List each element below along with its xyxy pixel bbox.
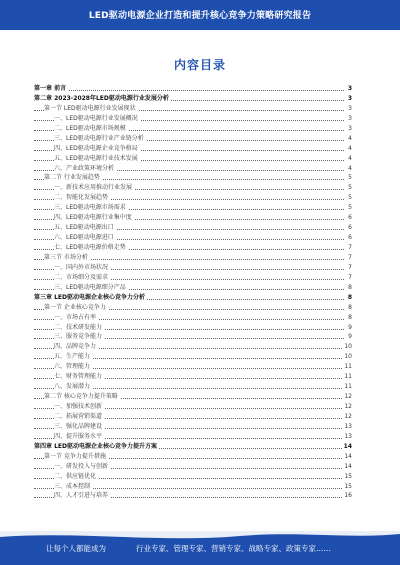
toc-entry-label: 第二章 2023-2028年LED驱动电源行业发展分析 xyxy=(34,94,169,102)
toc-entry[interactable] xyxy=(34,422,352,432)
toc-entry-label: 一、LED驱动电源行业发展概况 xyxy=(54,114,138,122)
toc-entry-page: 15 xyxy=(344,472,352,480)
toc-entry-page: 7 xyxy=(348,244,352,251)
toc-entry-label: 四、LED驱动电源行业集中度 xyxy=(54,214,132,222)
toc-entry-page: 3 xyxy=(348,114,352,122)
toc-entry-page: 5 xyxy=(348,174,352,182)
toc-entry-label: 三、成本控制 xyxy=(54,482,91,490)
toc-entry-label: 二、供应链优化 xyxy=(54,472,97,480)
toc-title: 内容目录 xyxy=(173,58,226,72)
toc-entry-page: 10 xyxy=(344,353,352,361)
toc-entry-page: 5 xyxy=(348,204,352,212)
toc-entry-page: 4 xyxy=(348,154,352,162)
toc-entry-label: 二、技术研发能力 xyxy=(54,323,103,331)
toc-entry[interactable] xyxy=(34,104,352,114)
footer-slogan: 让每个人都能成为 xyxy=(46,544,106,553)
toc-entry[interactable] xyxy=(34,283,352,293)
toc-entry-label: 三、LED驱动电源行业产业链分析 xyxy=(54,134,144,142)
toc-entry[interactable] xyxy=(34,313,352,323)
toc-entry-label: 七、财务管理能力 xyxy=(54,373,103,381)
toc-entry-page: 10 xyxy=(344,343,352,351)
toc-entry-label: 四、人才引进与培养 xyxy=(54,492,109,500)
toc-entry-page: 3 xyxy=(348,104,352,112)
toc-entry-page: 13 xyxy=(344,432,352,440)
toc-entry[interactable] xyxy=(34,134,352,144)
toc-entry-page: 15 xyxy=(344,482,352,490)
toc-entry-label: 第一节 企业核心竞争力 xyxy=(44,303,106,311)
toc-entry[interactable] xyxy=(34,382,352,392)
toc-entry[interactable] xyxy=(34,332,352,342)
toc-entry-label: 第一节 LED驱动电源行业发展现状 xyxy=(44,104,136,112)
toc-entry-page: 12 xyxy=(344,393,352,401)
toc-entry[interactable] xyxy=(34,462,352,472)
toc-entry-page: 8 xyxy=(348,283,352,291)
toc-entry-page: 9 xyxy=(348,333,352,341)
toc-entry[interactable] xyxy=(34,223,352,233)
toc-entry[interactable] xyxy=(34,183,352,193)
toc-entry[interactable] xyxy=(34,84,352,94)
toc-entry-page: 8 xyxy=(347,293,352,301)
toc-entry[interactable] xyxy=(34,173,352,183)
toc-entry-page: 4 xyxy=(348,134,352,142)
toc-entry-page: 11 xyxy=(344,373,352,381)
toc-entry[interactable] xyxy=(34,154,352,164)
toc-entry[interactable] xyxy=(34,303,352,313)
toc-entry-page: 14 xyxy=(344,462,352,470)
toc-entry[interactable] xyxy=(34,124,352,134)
toc-entry[interactable] xyxy=(34,352,352,362)
toc-entry-label: 三、服务竞争能力 xyxy=(54,333,103,341)
toc-entry[interactable] xyxy=(34,273,352,283)
toc-entry[interactable] xyxy=(34,114,352,124)
toc-entry-page: 11 xyxy=(344,363,352,371)
toc-entry-label: 三、LED驱动电源市场需求 xyxy=(54,204,126,212)
toc-entry[interactable] xyxy=(34,203,352,213)
toc-entry-page: 6 xyxy=(348,224,352,232)
toc-entry-label: 八、发展潜力 xyxy=(54,383,91,391)
toc-entry-page: 12 xyxy=(344,412,352,420)
toc-entry[interactable] xyxy=(34,491,352,501)
toc-entry-label: 第一章 前言 xyxy=(34,85,67,92)
toc-entry[interactable] xyxy=(34,442,352,452)
toc-entry[interactable] xyxy=(34,253,352,263)
toc-entry-page: 13 xyxy=(344,422,352,430)
report-header xyxy=(0,0,400,30)
toc-entry[interactable] xyxy=(34,263,352,273)
toc-entry[interactable] xyxy=(34,233,352,243)
toc-entry-page: 3 xyxy=(348,124,352,132)
toc-entry-page: 3 xyxy=(347,94,352,102)
toc-entry-label: 一、研发投入与创新 xyxy=(54,462,109,470)
toc-entry[interactable] xyxy=(34,213,352,223)
toc-entry-label: 三、强化品牌建设 xyxy=(54,422,103,430)
toc-entry-label: 第一节 竞争力提升措施 xyxy=(44,452,106,460)
toc-entry-page: 5 xyxy=(348,194,352,202)
toc-entry[interactable] xyxy=(34,164,352,174)
toc-entry-page: 3 xyxy=(347,85,352,92)
toc-entry-label: 六、管理能力 xyxy=(54,363,91,371)
toc-entry-label: 五、LED驱动电源出口 xyxy=(54,224,114,232)
toc-entry-page: 8 xyxy=(348,303,352,311)
toc-entry-page: 12 xyxy=(344,403,352,410)
toc-entry-label: 第二节 核心竞争力提升策略 xyxy=(44,393,118,401)
toc-entry[interactable] xyxy=(34,452,352,462)
toc-entry-page: 6 xyxy=(348,234,352,242)
toc-entry[interactable] xyxy=(34,482,352,492)
toc-entry-page: 9 xyxy=(348,323,352,331)
toc-entry-page: 4 xyxy=(348,164,352,172)
toc-entry-label: 四、提升服务水平 xyxy=(54,432,103,440)
toc-entry[interactable] xyxy=(34,392,352,402)
toc-entry-label: 五、生产能力 xyxy=(54,353,91,361)
toc-entry-label: 六、LED驱动电源进口 xyxy=(54,234,114,242)
toc-entry[interactable] xyxy=(34,243,352,253)
toc-entry[interactable] xyxy=(34,472,352,482)
toc-entry-page: 7 xyxy=(348,253,352,261)
toc-entry-page: 6 xyxy=(348,214,352,222)
toc-entry[interactable] xyxy=(34,402,352,412)
toc-entry-label: 第二节 行业发展趋势 xyxy=(44,174,100,182)
toc-entry-label: 五、LED驱动电源行业技术发展 xyxy=(54,154,138,162)
toc-entry-page: 5 xyxy=(348,184,352,192)
toc-entry-page: 4 xyxy=(348,144,352,152)
toc-entry[interactable] xyxy=(34,323,352,333)
toc-entry-page: 14 xyxy=(343,442,352,450)
toc-entry-page: 11 xyxy=(344,383,352,391)
toc-entry[interactable] xyxy=(34,412,352,422)
toc-entry-label: 三、LED驱动电源细分产品 xyxy=(54,283,126,291)
toc-entry-label: 一、加强技术创新 xyxy=(54,403,103,410)
toc-entry-label: 七、LED驱动电源价格走势 xyxy=(54,244,126,251)
report-footer xyxy=(0,531,400,565)
toc-entry-label: 第三章 LED驱动电源企业核心竞争力分析 xyxy=(34,293,145,301)
toc-entry[interactable] xyxy=(34,144,352,154)
toc-leader-dots xyxy=(34,90,344,91)
toc-entry-label: 第四章 LED驱动电源企业核心竞争力提升方案 xyxy=(34,442,157,450)
toc-entry[interactable] xyxy=(34,432,352,442)
footer-expert-list: 行业专家、管理专家、营销专家、战略专家、政策专家…… xyxy=(136,544,331,553)
toc-entry-label: 二、智能化发展趋势 xyxy=(54,194,109,202)
toc-entry-label: 四、LED驱动电源企业竞争格局 xyxy=(54,144,138,152)
toc-entry-label: 第三节 市场分析 xyxy=(44,253,88,261)
toc-entry-label: 一、市场占有率 xyxy=(54,313,97,321)
toc-entry[interactable] xyxy=(34,193,352,203)
toc-entry-page: 16 xyxy=(344,492,352,500)
toc-entry-label: 六、产业政策环境分析 xyxy=(54,164,115,172)
toc-entry-label: 二、拓展营销渠道 xyxy=(54,412,103,420)
toc-entry[interactable] xyxy=(34,372,352,382)
toc-entry[interactable] xyxy=(34,342,352,352)
toc-entry-page: 7 xyxy=(348,273,352,281)
report-title: LED驱动电源企业打造和提升核心竞争力策略研究报告 xyxy=(88,11,312,21)
toc-entry-page: 14 xyxy=(344,452,352,460)
toc-entry-label: 一、新技术应用推动行业发展 xyxy=(54,184,133,192)
toc-entry-label: 四、品牌竞争力 xyxy=(54,343,97,351)
toc-entry[interactable] xyxy=(34,94,352,104)
toc-entry[interactable] xyxy=(34,362,352,372)
toc-entry-page: 8 xyxy=(348,313,352,321)
table-of-contents xyxy=(34,84,352,501)
toc-entry-page: 7 xyxy=(348,263,352,271)
toc-entry-label: 一、国内外市场状况 xyxy=(54,263,109,271)
toc-entry[interactable] xyxy=(34,293,352,303)
toc-entry-label: 二、LED驱动电源市场规模 xyxy=(54,124,126,132)
toc-entry-label: 二、市场细分及需求 xyxy=(54,273,109,281)
